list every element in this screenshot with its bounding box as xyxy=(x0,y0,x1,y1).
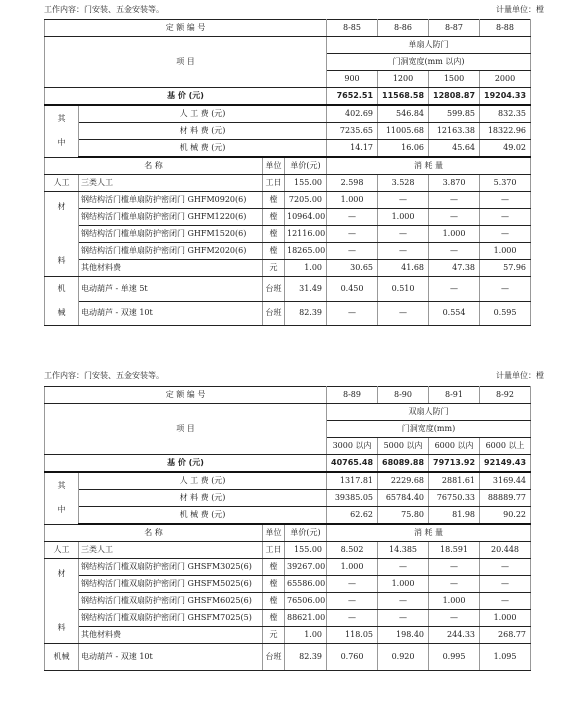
base-price: 40765.48 xyxy=(327,455,378,473)
consumption-value: — xyxy=(327,576,378,593)
unit-header: 单位 xyxy=(263,157,285,175)
resource-name: 钢结构活门槛单扇防护密闭门 GHFM2020(6) xyxy=(79,243,263,260)
quota-code: 8-91 xyxy=(429,387,480,404)
resource-price: 88621.00 xyxy=(285,610,327,627)
material-cost: 18322.96 xyxy=(480,123,531,140)
consumption-value: — xyxy=(429,610,480,627)
labor-cost-label: 人 工 费 (元) xyxy=(79,472,327,490)
width-value: 1200 xyxy=(378,71,429,88)
consumption-value: — xyxy=(429,277,480,302)
resource-price: 12116.00 xyxy=(285,226,327,243)
base-price: 12808.87 xyxy=(429,88,480,106)
material-cost: 39385.05 xyxy=(327,490,378,507)
machine-cost-label: 机 械 费 (元) xyxy=(79,140,327,158)
category-material: 材 料 xyxy=(45,559,79,644)
unit-label-2: 计量单位：樘 xyxy=(496,371,544,380)
work-content-1: 工作内容：门安装、五金安装等。 xyxy=(44,5,164,14)
quota-code: 8-92 xyxy=(480,387,531,404)
width-value: 6000 以上 xyxy=(480,438,531,455)
consumption-value: — xyxy=(429,192,480,209)
consumption-value: 198.40 xyxy=(378,627,429,644)
width-value: 6000 以内 xyxy=(429,438,480,455)
resource-unit: 樘 xyxy=(263,610,285,627)
consumption-value: 5.370 xyxy=(480,175,531,192)
material-cost: 11005.68 xyxy=(378,123,429,140)
consumption-value: 8.502 xyxy=(327,542,378,559)
base-price: 79713.92 xyxy=(429,455,480,473)
width-value: 900 xyxy=(327,71,378,88)
labor-cost-label: 人 工 费 (元) xyxy=(79,105,327,123)
of-which-label: 其 中 xyxy=(45,105,79,157)
resource-name: 电动葫芦 - 双速 10t xyxy=(79,644,263,671)
consumption-value: 1.095 xyxy=(480,644,531,671)
door-group: 单扇人防门 xyxy=(327,37,531,54)
consumption-value: — xyxy=(327,593,378,610)
consumption-value: — xyxy=(327,243,378,260)
consumption-value: — xyxy=(378,559,429,576)
consumption-header: 消 耗 量 xyxy=(327,524,531,542)
resource-price: 1.00 xyxy=(285,627,327,644)
resource-name: 其他材料费 xyxy=(79,260,263,277)
consumption-value: — xyxy=(429,576,480,593)
resource-price: 1.00 xyxy=(285,260,327,277)
machine-cost: 90.22 xyxy=(480,507,531,525)
door-width-label: 门洞宽度(mm 以内) xyxy=(327,54,531,71)
resource-name: 钢结构活门槛双扇防护密闭门 GHSFM7025(5) xyxy=(79,610,263,627)
consumption-value: — xyxy=(480,559,531,576)
consumption-value: 3.528 xyxy=(378,175,429,192)
base-price: 7652.51 xyxy=(327,88,378,106)
price-header: 单价(元) xyxy=(285,157,327,175)
machine-cost: 81.98 xyxy=(429,507,480,525)
item-label: 项 目 xyxy=(45,404,327,455)
price-header: 单价(元) xyxy=(285,524,327,542)
material-cost: 76750.33 xyxy=(429,490,480,507)
resource-unit: 台班 xyxy=(263,301,285,326)
consumption-value: — xyxy=(378,226,429,243)
consumption-value: — xyxy=(378,610,429,627)
resource-unit: 樘 xyxy=(263,192,285,209)
resource-name: 电动葫芦 - 双速 10t xyxy=(79,301,263,326)
resource-name: 电动葫芦 - 单速 5t xyxy=(79,277,263,302)
resource-price: 7205.00 xyxy=(285,192,327,209)
labor-cost: 546.84 xyxy=(378,105,429,123)
labor-cost: 2229.68 xyxy=(378,472,429,490)
width-value: 1500 xyxy=(429,71,480,88)
resource-name: 其他材料费 xyxy=(79,627,263,644)
resource-unit: 樘 xyxy=(263,593,285,610)
quota-code: 8-90 xyxy=(378,387,429,404)
consumption-value: 0.595 xyxy=(480,301,531,326)
consumption-value: — xyxy=(429,559,480,576)
consumption-value: — xyxy=(480,192,531,209)
resource-unit: 樘 xyxy=(263,243,285,260)
width-value: 2000 xyxy=(480,71,531,88)
resource-price: 155.00 xyxy=(285,175,327,192)
resource-name: 钢结构活门槛单扇防护密闭门 GHFM1220(6) xyxy=(79,209,263,226)
resource-price: 82.39 xyxy=(285,644,327,671)
name-header: 名 称 xyxy=(45,157,263,175)
header-1 xyxy=(44,4,544,18)
resource-name: 钢结构活门槛单扇防护密闭门 GHFM1520(6) xyxy=(79,226,263,243)
resource-unit: 台班 xyxy=(263,277,285,302)
consumption-value: 268.77 xyxy=(480,627,531,644)
category-labor: 人工 xyxy=(45,175,79,192)
consumption-value: — xyxy=(480,209,531,226)
resource-unit: 樘 xyxy=(263,226,285,243)
consumption-value: 3.870 xyxy=(429,175,480,192)
resource-price: 31.49 xyxy=(285,277,327,302)
material-cost: 88889.77 xyxy=(480,490,531,507)
name-header: 名 称 xyxy=(45,524,263,542)
consumption-value: — xyxy=(327,610,378,627)
consumption-value: 1.000 xyxy=(429,226,480,243)
resource-name: 三类人工 xyxy=(79,175,263,192)
quota-table-2 xyxy=(44,386,531,671)
consumption-value: 30.65 xyxy=(327,260,378,277)
quota-table-1 xyxy=(44,19,531,326)
work-content-2: 工作内容：门安装、五金安装等。 xyxy=(44,371,164,380)
resource-price: 10964.00 xyxy=(285,209,327,226)
consumption-value: 1.000 xyxy=(378,576,429,593)
consumption-value: — xyxy=(378,192,429,209)
consumption-value: 0.760 xyxy=(327,644,378,671)
consumption-value: 20.448 xyxy=(480,542,531,559)
material-cost: 7235.65 xyxy=(327,123,378,140)
consumption-value: — xyxy=(480,593,531,610)
resource-unit: 工日 xyxy=(263,542,285,559)
machine-cost: 16.06 xyxy=(378,140,429,158)
labor-cost: 2881.61 xyxy=(429,472,480,490)
consumption-value: — xyxy=(378,593,429,610)
consumption-value: — xyxy=(378,301,429,326)
resource-price: 39267.00 xyxy=(285,559,327,576)
consumption-value: 244.33 xyxy=(429,627,480,644)
header-2 xyxy=(44,370,544,384)
door-group: 双扇人防门 xyxy=(327,404,531,421)
resource-name: 钢结构活门槛双扇防护密闭门 GHSFM6025(6) xyxy=(79,593,263,610)
category-machine: 机械 xyxy=(45,644,79,671)
consumption-value: 0.450 xyxy=(327,277,378,302)
resource-unit: 元 xyxy=(263,260,285,277)
item-label: 项 目 xyxy=(45,37,327,88)
consumption-value: — xyxy=(327,301,378,326)
quota-code: 8-85 xyxy=(327,20,378,37)
labor-cost: 3169.44 xyxy=(480,472,531,490)
labor-cost: 599.85 xyxy=(429,105,480,123)
base-price: 92149.43 xyxy=(480,455,531,473)
quota-code: 8-89 xyxy=(327,387,378,404)
consumption-value: 57.96 xyxy=(480,260,531,277)
machine-cost: 45.64 xyxy=(429,140,480,158)
quota-number-label: 定 额 编 号 xyxy=(45,20,327,37)
consumption-value: 118.05 xyxy=(327,627,378,644)
base-price: 11568.58 xyxy=(378,88,429,106)
consumption-value: 1.000 xyxy=(429,593,480,610)
machine-cost: 49.02 xyxy=(480,140,531,158)
quota-code: 8-88 xyxy=(480,20,531,37)
resource-unit: 工日 xyxy=(263,175,285,192)
material-cost-label: 材 料 费 (元) xyxy=(79,490,327,507)
material-cost: 65784.40 xyxy=(378,490,429,507)
resource-price: 76506.00 xyxy=(285,593,327,610)
resource-price: 18265.00 xyxy=(285,243,327,260)
consumption-value: 1.000 xyxy=(378,209,429,226)
consumption-value: — xyxy=(429,243,480,260)
resource-unit: 樘 xyxy=(263,576,285,593)
quota-code: 8-86 xyxy=(378,20,429,37)
resource-name: 钢结构活门槛双扇防护密闭门 GHSFM5025(6) xyxy=(79,576,263,593)
consumption-header: 消 耗 量 xyxy=(327,157,531,175)
resource-name: 钢结构活门槛双扇防护密闭门 GHSFM3025(6) xyxy=(79,559,263,576)
material-cost: 12163.38 xyxy=(429,123,480,140)
machine-cost: 62.62 xyxy=(327,507,378,525)
base-price-label: 基 价 (元) xyxy=(45,455,327,473)
consumption-value: 18.591 xyxy=(429,542,480,559)
of-which-label: 其 中 xyxy=(45,472,79,524)
door-width-label: 门洞宽度(mm) xyxy=(327,421,531,438)
consumption-value: 0.554 xyxy=(429,301,480,326)
base-price-label: 基 价 (元) xyxy=(45,88,327,106)
consumption-value: — xyxy=(378,243,429,260)
labor-cost: 402.69 xyxy=(327,105,378,123)
consumption-value: 1.000 xyxy=(327,559,378,576)
category-labor: 人工 xyxy=(45,542,79,559)
quota-number-label: 定 额 编 号 xyxy=(45,387,327,404)
labor-cost: 832.35 xyxy=(480,105,531,123)
category-machine: 机 械 xyxy=(45,277,79,326)
width-value: 3000 以内 xyxy=(327,438,378,455)
consumption-value: — xyxy=(480,226,531,243)
consumption-value: 0.920 xyxy=(378,644,429,671)
labor-cost: 1317.81 xyxy=(327,472,378,490)
unit-label-1: 计量单位：樘 xyxy=(496,5,544,14)
resource-unit: 樘 xyxy=(263,559,285,576)
consumption-value: 1.000 xyxy=(480,610,531,627)
consumption-value: — xyxy=(480,576,531,593)
consumption-value: 47.38 xyxy=(429,260,480,277)
consumption-value: — xyxy=(480,277,531,302)
machine-cost-label: 机 械 费 (元) xyxy=(79,507,327,525)
resource-name: 三类人工 xyxy=(79,542,263,559)
consumption-value: 14.385 xyxy=(378,542,429,559)
consumption-value: 41.68 xyxy=(378,260,429,277)
machine-cost: 14.17 xyxy=(327,140,378,158)
resource-price: 155.00 xyxy=(285,542,327,559)
consumption-value: — xyxy=(429,209,480,226)
resource-unit: 元 xyxy=(263,627,285,644)
material-cost-label: 材 料 费 (元) xyxy=(79,123,327,140)
resource-unit: 樘 xyxy=(263,209,285,226)
quota-code: 8-87 xyxy=(429,20,480,37)
resource-name: 钢结构活门槛单扇防护密闭门 GHFM0920(6) xyxy=(79,192,263,209)
consumption-value: — xyxy=(327,209,378,226)
resource-price: 82.39 xyxy=(285,301,327,326)
width-value: 5000 以内 xyxy=(378,438,429,455)
resource-unit: 台班 xyxy=(263,644,285,671)
resource-price: 65586.00 xyxy=(285,576,327,593)
consumption-value: 1.000 xyxy=(327,192,378,209)
consumption-value: — xyxy=(327,226,378,243)
consumption-value: 0.510 xyxy=(378,277,429,302)
base-price: 68089.88 xyxy=(378,455,429,473)
base-price: 19204.33 xyxy=(480,88,531,106)
unit-header: 单位 xyxy=(263,524,285,542)
category-material: 材 料 xyxy=(45,192,79,277)
consumption-value: 2.598 xyxy=(327,175,378,192)
machine-cost: 75.80 xyxy=(378,507,429,525)
consumption-value: 1.000 xyxy=(480,243,531,260)
consumption-value: 0.995 xyxy=(429,644,480,671)
